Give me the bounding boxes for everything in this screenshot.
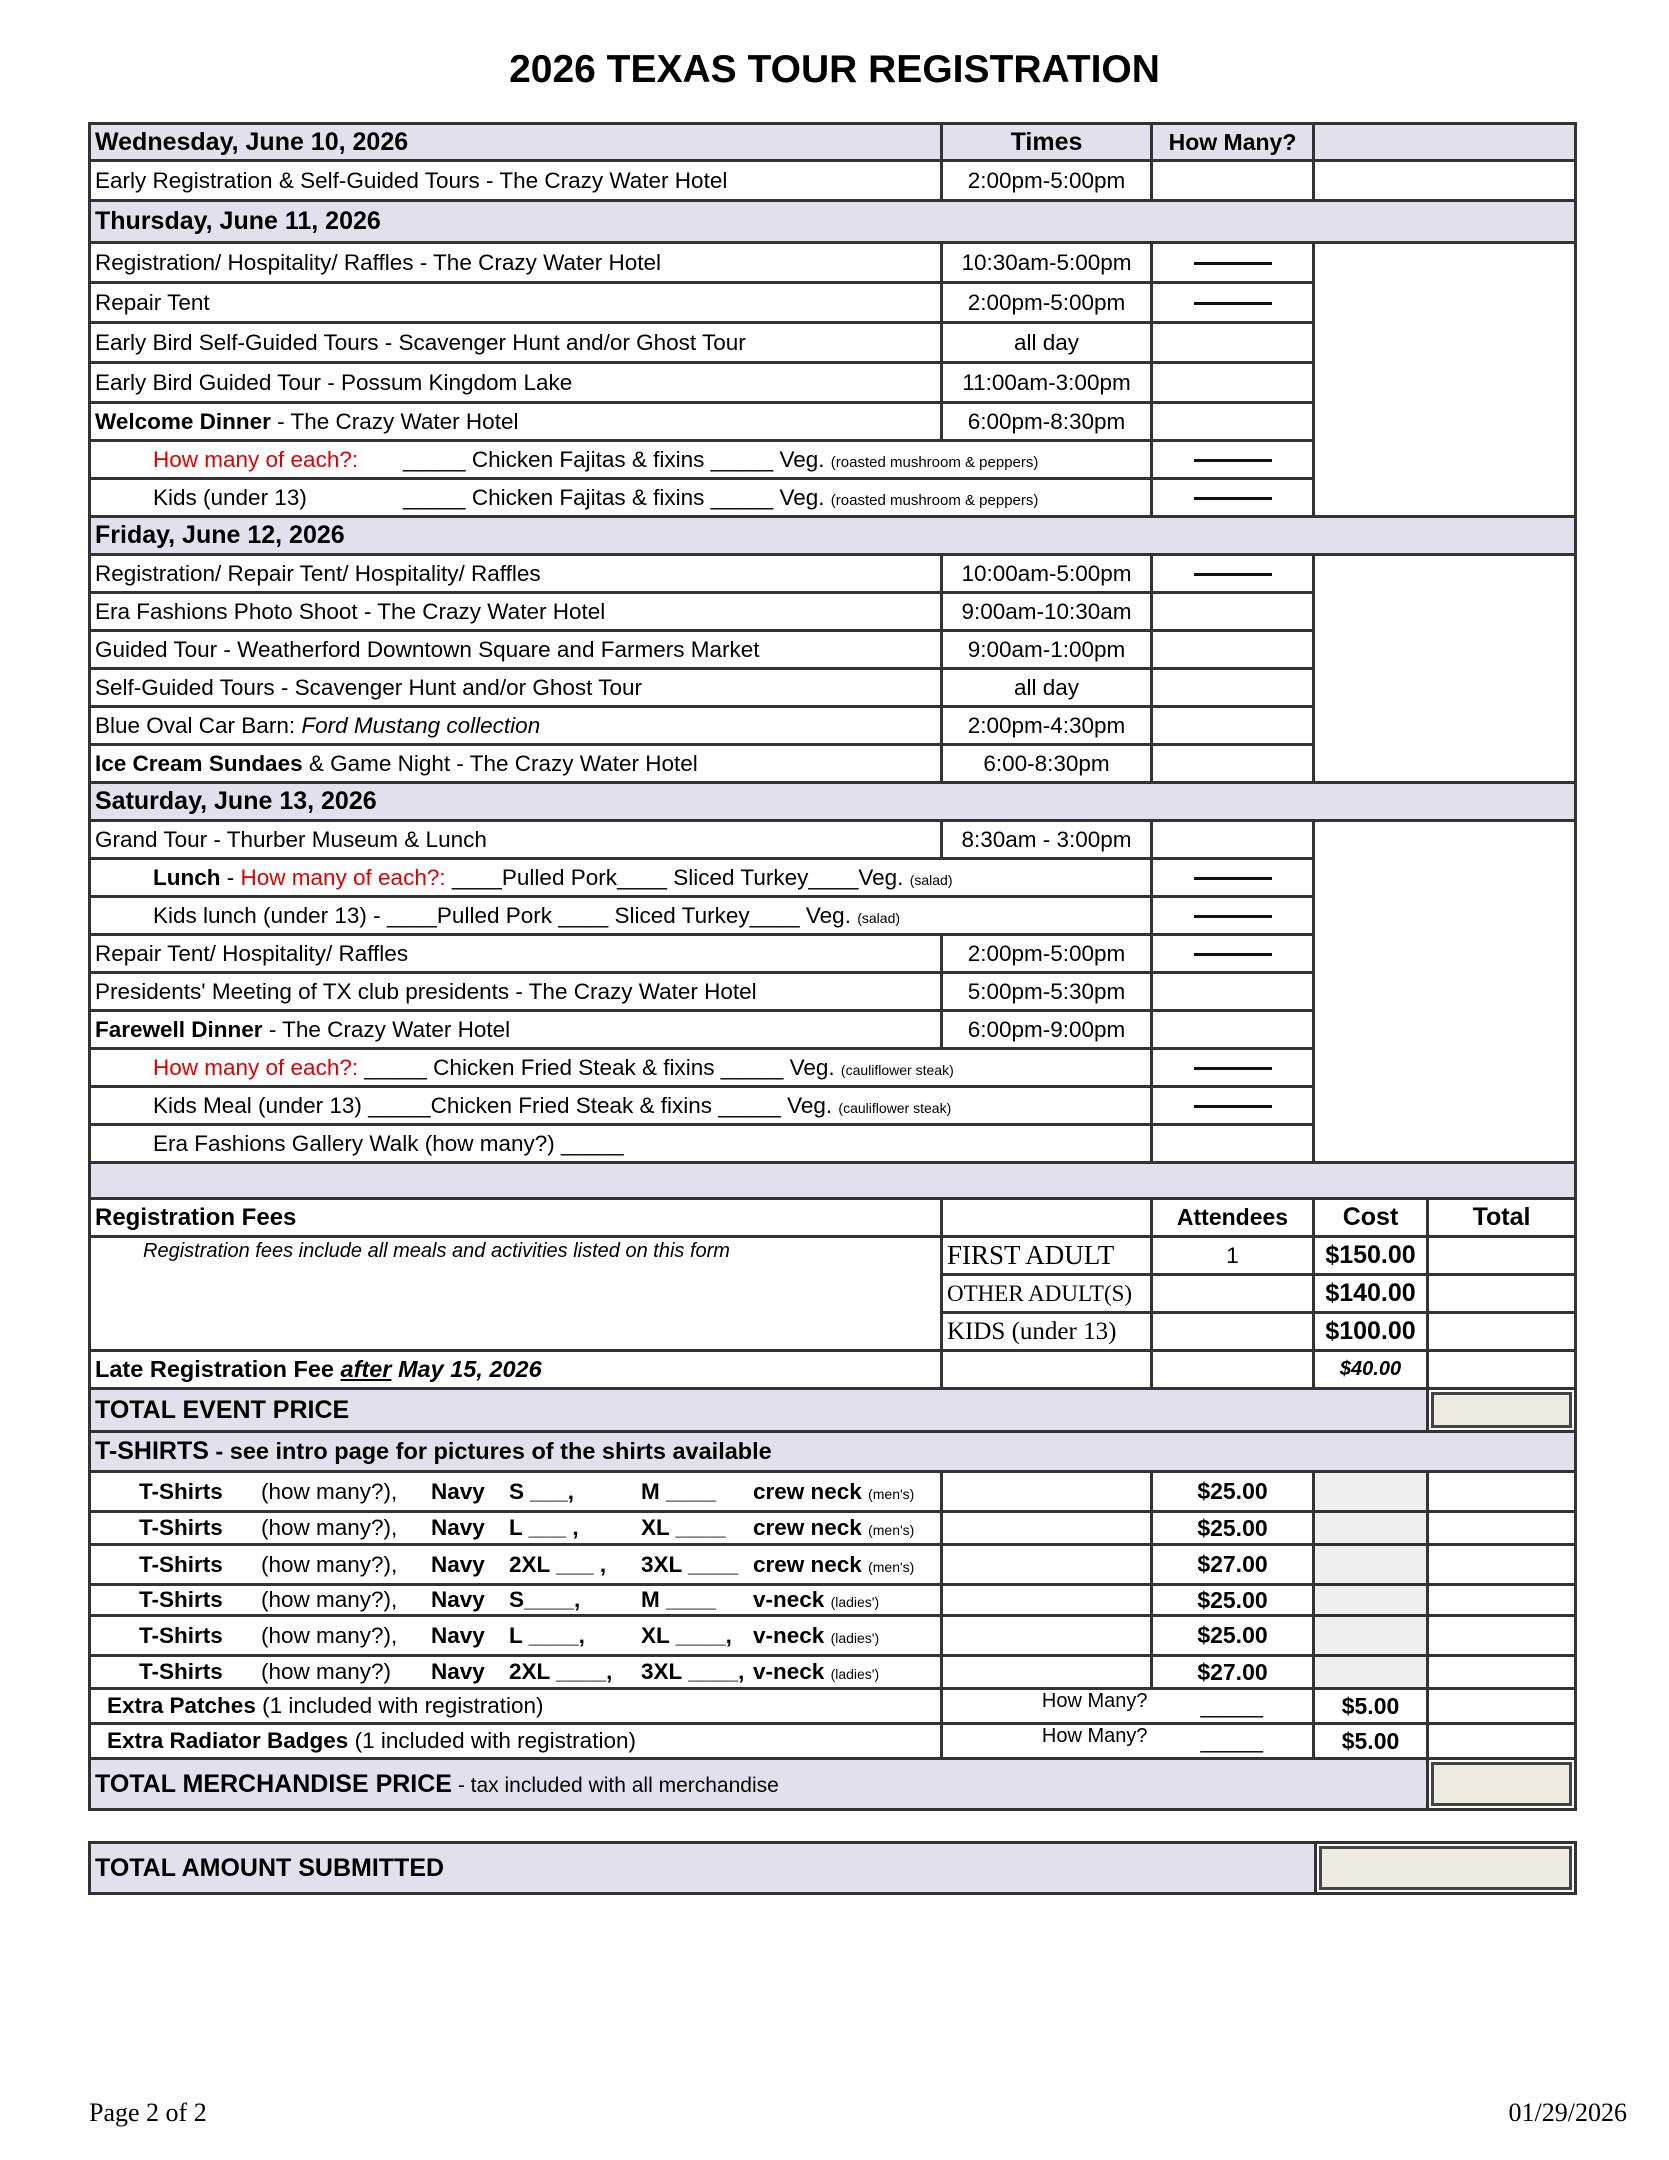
not-applicable-cell bbox=[1152, 859, 1314, 897]
day-heading-wednesday: Wednesday, June 10, 2026 bbox=[90, 124, 942, 161]
late-fee-after: after bbox=[340, 1356, 392, 1382]
blank-cell bbox=[942, 1545, 1152, 1585]
thursday-header-row bbox=[90, 201, 1576, 243]
total-merch-box bbox=[1428, 1759, 1576, 1810]
tshirt-size-a: S ___, bbox=[509, 1478, 575, 1504]
wednesday-header-row bbox=[90, 124, 1576, 161]
not-applicable-cell bbox=[1152, 935, 1314, 973]
tshirt-style: crew neck bbox=[753, 1551, 862, 1577]
attendees-count[interactable]: 1 bbox=[1152, 1237, 1314, 1275]
meal-note: (salad) bbox=[909, 871, 953, 888]
dash-line bbox=[1194, 953, 1272, 956]
meal-prompt: Kids (under 13) bbox=[153, 484, 307, 510]
tshirt-row bbox=[90, 1472, 1576, 1512]
tshirt-price: $25.00 bbox=[1152, 1472, 1314, 1512]
event-label: Grand Tour - Thurber Museum & Lunch bbox=[90, 821, 942, 859]
event-label: Self-Guided Tours - Scavenger Hunt and/or Ghost Tour bbox=[90, 669, 942, 707]
event-label: Guided Tour - Weatherford Downtown Square and Farmers Market bbox=[90, 631, 942, 669]
tshirt-color: Navy bbox=[431, 1515, 485, 1540]
tshirt-row bbox=[90, 1585, 1576, 1616]
registration-fees-heading: Registration Fees bbox=[90, 1199, 942, 1237]
event-time: 8:30am - 3:00pm bbox=[942, 821, 1152, 859]
tshirt-color: Navy bbox=[431, 1478, 485, 1504]
late-fee-cost: $40.00 bbox=[1314, 1351, 1428, 1389]
tshirt-size-a: L ___ , bbox=[509, 1515, 579, 1540]
extra-badges-price: $5.00 bbox=[1314, 1724, 1428, 1759]
tshirt-size-b: 3XL ____, bbox=[641, 1659, 745, 1684]
event-time: 9:00am-1:00pm bbox=[942, 631, 1152, 669]
event-time: 5:00pm-5:30pm bbox=[942, 973, 1152, 1011]
dash-line bbox=[1194, 915, 1272, 918]
shaded-cell bbox=[1314, 1616, 1428, 1656]
event-time: 2:00pm-5:00pm bbox=[942, 283, 1152, 323]
tshirt-total[interactable] bbox=[1428, 1585, 1576, 1616]
blank-cell bbox=[942, 1199, 1152, 1237]
car-barn-collection: Ford Mustang collection bbox=[301, 712, 541, 738]
how-many-cell[interactable] bbox=[1152, 323, 1314, 363]
meal-options: _____ Chicken Fried Steak & fixins _____ Veg. bbox=[358, 1054, 835, 1080]
fee-total[interactable] bbox=[1428, 1313, 1576, 1351]
registration-table bbox=[88, 122, 1577, 1811]
meal-options: _____ Chicken Fajitas & fixins _____ Veg. bbox=[403, 484, 825, 510]
tshirt-label: T-Shirts bbox=[139, 1659, 223, 1684]
event-label: Presidents' Meeting of TX club presidents - The Crazy Water Hotel bbox=[90, 973, 942, 1011]
tshirt-price: $27.00 bbox=[1152, 1656, 1314, 1689]
how-many-cell[interactable] bbox=[1152, 669, 1314, 707]
total-merch-field[interactable] bbox=[1431, 1762, 1572, 1806]
total-event-price-box bbox=[1428, 1389, 1576, 1432]
shaded-cell bbox=[1314, 1656, 1428, 1689]
meal-note: (cauliflower steak) bbox=[838, 1099, 952, 1116]
car-barn-label: Blue Oval Car Barn: bbox=[95, 712, 302, 738]
tshirt-color: Navy bbox=[431, 1622, 485, 1648]
how-many-header: How Many? bbox=[1152, 124, 1314, 161]
extra-patches-label bbox=[90, 1689, 942, 1724]
form-date: 01/29/2026 bbox=[1508, 2098, 1627, 2127]
meal-prompt: How many of each?: bbox=[240, 864, 446, 890]
event-time: 2:00pm-4:30pm bbox=[942, 707, 1152, 745]
day-heading-thursday: Thursday, June 11, 2026 bbox=[90, 201, 1576, 243]
extra-badges-note: (1 included with registration) bbox=[348, 1728, 636, 1753]
attendees-count[interactable] bbox=[1152, 1313, 1314, 1351]
total-submitted-row bbox=[90, 1843, 1576, 1894]
how-many-cell[interactable] bbox=[1152, 707, 1314, 745]
fee-label: OTHER ADULT(S) bbox=[942, 1275, 1152, 1313]
tshirt-style: crew neck bbox=[753, 1515, 862, 1540]
not-applicable-cell bbox=[1152, 1087, 1314, 1125]
extra-total[interactable] bbox=[1428, 1724, 1576, 1759]
fee-label: FIRST ADULT bbox=[942, 1237, 1152, 1275]
meal-note: (roasted mushroom & peppers) bbox=[830, 453, 1039, 471]
tshirt-row bbox=[90, 1656, 1576, 1689]
tshirt-fit: (ladies') bbox=[830, 1594, 880, 1610]
event-label: Early Bird Guided Tour - Possum Kingdom Lake bbox=[90, 363, 942, 403]
extra-patches-note: (1 included with registration) bbox=[255, 1693, 544, 1718]
tshirt-size-a: L ____, bbox=[509, 1622, 585, 1648]
tshirt-fit: (men's) bbox=[868, 1522, 915, 1538]
tshirt-price: $25.00 bbox=[1152, 1585, 1314, 1616]
farewell-dinner-venue: - The Crazy Water Hotel bbox=[262, 1016, 511, 1042]
total-submitted-label: TOTAL AMOUNT SUBMITTED bbox=[90, 1843, 1316, 1894]
tshirt-prompt: (how many?) bbox=[261, 1659, 392, 1684]
farewell-dinner-label: Farewell Dinner bbox=[95, 1016, 263, 1042]
tshirt-prompt: (how many?), bbox=[261, 1478, 398, 1504]
late-fee-text: Late Registration Fee bbox=[95, 1356, 341, 1382]
tshirt-label: T-Shirts bbox=[139, 1478, 223, 1504]
fee-row bbox=[90, 1237, 1576, 1275]
saturday-header-row bbox=[90, 783, 1576, 821]
extra-row bbox=[90, 1689, 1576, 1724]
extra-row bbox=[90, 1724, 1576, 1759]
meal-options: Kids Meal (under 13) _____Chicken Fried Steak & fixins _____ Veg. bbox=[153, 1092, 833, 1118]
meal-options: ____Pulled Pork____ Sliced Turkey____Veg. bbox=[445, 864, 904, 890]
total-merch-row bbox=[90, 1759, 1576, 1810]
event-label: Repair Tent bbox=[90, 283, 942, 323]
event-label: Early Bird Self-Guided Tours - Scavenger Hunt and/or Ghost Tour bbox=[90, 323, 942, 363]
blank-cell bbox=[942, 1512, 1152, 1545]
event-label: Repair Tent/ Hospitality/ Raffles bbox=[90, 935, 942, 973]
attendees-count[interactable] bbox=[1152, 1275, 1314, 1313]
extra-badges-bold: Extra Radiator Badges bbox=[107, 1728, 349, 1753]
lunch-label: Lunch bbox=[153, 864, 221, 890]
meal-prompt: How many of each?: bbox=[153, 1054, 359, 1080]
tshirts-title: T-SHIRTS bbox=[95, 1437, 209, 1465]
attendees-count[interactable] bbox=[1152, 1351, 1314, 1389]
event-row bbox=[90, 243, 1576, 283]
tshirts-header-row bbox=[90, 1432, 1576, 1472]
not-applicable-cell bbox=[1152, 1049, 1314, 1087]
how-many-cell[interactable] bbox=[1152, 973, 1314, 1011]
meal-choice-adult[interactable] bbox=[90, 441, 1152, 479]
tshirt-fit: (ladies') bbox=[830, 1629, 880, 1646]
times-header: Times bbox=[942, 124, 1152, 161]
blank-cell bbox=[942, 1656, 1152, 1689]
tshirts-heading bbox=[90, 1432, 1576, 1472]
sundaes-venue: & Game Night - The Crazy Water Hotel bbox=[302, 750, 698, 776]
tshirt-prompt: (how many?), bbox=[261, 1622, 398, 1648]
tshirt-row bbox=[90, 1545, 1576, 1585]
event-label: Era Fashions Photo Shoot - The Crazy Water Hotel bbox=[90, 593, 942, 631]
shaded-cell bbox=[1314, 1512, 1428, 1545]
event-time: 10:30am-5:00pm bbox=[942, 243, 1152, 283]
late-fee-row bbox=[90, 1351, 1576, 1389]
tshirt-option[interactable] bbox=[90, 1616, 942, 1656]
dash-line bbox=[1194, 302, 1272, 305]
event-time: 6:00pm-9:00pm bbox=[942, 1011, 1152, 1049]
tshirt-fit: (ladies') bbox=[830, 1666, 880, 1682]
event-time: 2:00pm-5:00pm bbox=[942, 935, 1152, 973]
total-submitted-field[interactable] bbox=[1319, 1846, 1572, 1890]
tshirt-price: $25.00 bbox=[1152, 1616, 1314, 1656]
blank-cell bbox=[1314, 555, 1576, 783]
how-many-cell[interactable] bbox=[1152, 363, 1314, 403]
event-label: Registration/ Repair Tent/ Hospitality/ Raffles bbox=[90, 555, 942, 593]
extra-badges-how: How Many? bbox=[942, 1724, 1152, 1759]
tshirt-option[interactable] bbox=[90, 1512, 942, 1545]
tshirt-label: T-Shirts bbox=[139, 1622, 223, 1648]
extra-badges-qty[interactable]: _____ bbox=[1152, 1724, 1314, 1759]
not-applicable-cell bbox=[1152, 479, 1314, 517]
total-event-price-field[interactable] bbox=[1431, 1392, 1572, 1428]
extra-patches-price: $5.00 bbox=[1314, 1689, 1428, 1724]
how-many-cell[interactable] bbox=[1152, 745, 1314, 783]
header-blank bbox=[1314, 124, 1576, 161]
cost-header: Cost bbox=[1314, 1199, 1428, 1237]
day-heading-saturday: Saturday, June 13, 2026 bbox=[90, 783, 1576, 821]
event-time: 10:00am-5:00pm bbox=[942, 555, 1152, 593]
welcome-dinner-label: Welcome Dinner bbox=[95, 408, 271, 434]
how-many-cell[interactable] bbox=[1152, 593, 1314, 631]
event-time: 9:00am-10:30am bbox=[942, 593, 1152, 631]
tshirt-price: $25.00 bbox=[1152, 1512, 1314, 1545]
tshirt-size-b: 3XL ____ bbox=[641, 1551, 739, 1577]
tshirt-style: v-neck bbox=[753, 1659, 825, 1684]
not-applicable-cell bbox=[1152, 441, 1314, 479]
friday-header-row bbox=[90, 517, 1576, 555]
event-time: all day bbox=[942, 323, 1152, 363]
fees-note: Registration fees include all meals and activities listed on this form bbox=[90, 1237, 942, 1351]
how-many-cell[interactable] bbox=[1152, 161, 1314, 201]
total-merch-title: TOTAL MERCHANDISE PRICE bbox=[95, 1769, 452, 1798]
welcome-dinner-venue: - The Crazy Water Hotel bbox=[270, 408, 519, 434]
tshirt-size-a: 2XL ___ , bbox=[509, 1551, 607, 1577]
tshirt-fit: (men's) bbox=[868, 1485, 915, 1502]
tshirt-style: v-neck bbox=[753, 1587, 825, 1612]
dash-line bbox=[1194, 262, 1272, 265]
event-time: 6:00-8:30pm bbox=[942, 745, 1152, 783]
event-row bbox=[90, 161, 1576, 201]
tshirt-total[interactable] bbox=[1428, 1472, 1576, 1512]
tshirt-total[interactable] bbox=[1428, 1512, 1576, 1545]
dash-line bbox=[1194, 877, 1272, 880]
event-time: 6:00pm-8:30pm bbox=[942, 403, 1152, 441]
event-time: 11:00am-3:00pm bbox=[942, 363, 1152, 403]
tshirt-size-a: 2XL ____, bbox=[509, 1659, 613, 1684]
extra-patches-qty[interactable]: _____ bbox=[1152, 1689, 1314, 1724]
fee-cost: $100.00 bbox=[1314, 1313, 1428, 1351]
late-fee-date: May 15, 2026 bbox=[391, 1356, 542, 1382]
tshirt-label: T-Shirts bbox=[139, 1515, 223, 1540]
event-time: all day bbox=[942, 669, 1152, 707]
tshirt-total[interactable] bbox=[1428, 1656, 1576, 1689]
dash-line bbox=[1194, 459, 1272, 462]
fee-total[interactable] bbox=[1428, 1275, 1576, 1313]
meal-note: (salad) bbox=[857, 909, 901, 926]
tshirt-row bbox=[90, 1616, 1576, 1656]
total-event-price-label: TOTAL EVENT PRICE bbox=[90, 1389, 1428, 1432]
not-applicable-cell bbox=[1152, 283, 1314, 323]
gallery-walk-choice[interactable]: Era Fashions Gallery Walk (how many?) _____ bbox=[90, 1125, 1152, 1163]
meal-note: (roasted mushroom & peppers) bbox=[830, 491, 1039, 509]
shaded-cell bbox=[1314, 1545, 1428, 1585]
tshirt-label: T-Shirts bbox=[139, 1551, 223, 1577]
blank-cell bbox=[942, 1585, 1152, 1616]
tshirt-total[interactable] bbox=[1428, 1616, 1576, 1656]
how-many-cell[interactable] bbox=[1152, 1125, 1314, 1163]
meal-choice-adult[interactable] bbox=[90, 1049, 1152, 1087]
not-applicable-cell bbox=[1152, 897, 1314, 935]
tshirt-size-b: XL ____ bbox=[641, 1515, 726, 1540]
total-merch-label bbox=[90, 1759, 1428, 1810]
blank-cell bbox=[942, 1472, 1152, 1512]
dash-line bbox=[1194, 573, 1272, 576]
tshirt-total[interactable] bbox=[1428, 1545, 1576, 1585]
tshirt-size-a: S____, bbox=[509, 1587, 581, 1612]
blank-cell bbox=[1314, 243, 1576, 517]
spacer-row bbox=[90, 1163, 1576, 1199]
event-row bbox=[90, 555, 1576, 593]
blank-cell bbox=[942, 1351, 1152, 1389]
shaded-cell bbox=[1314, 1472, 1428, 1512]
meal-choice-kids[interactable] bbox=[90, 479, 1152, 517]
extra-patches-how: How Many? bbox=[942, 1689, 1152, 1724]
extra-patches-bold: Extra Patches bbox=[107, 1693, 256, 1718]
event-label bbox=[90, 745, 942, 783]
tshirt-option[interactable] bbox=[90, 1472, 942, 1512]
tshirt-style: crew neck bbox=[753, 1478, 862, 1504]
tshirt-size-b: M ____ bbox=[641, 1587, 717, 1612]
fee-total[interactable] bbox=[1428, 1351, 1576, 1389]
tshirt-row bbox=[90, 1512, 1576, 1545]
shaded-cell bbox=[1314, 1585, 1428, 1616]
kids-lunch-choice[interactable] bbox=[90, 897, 1152, 935]
attendees-header: Attendees bbox=[1152, 1199, 1314, 1237]
not-applicable-cell bbox=[1152, 243, 1314, 283]
how-many-cell[interactable] bbox=[1152, 1011, 1314, 1049]
tshirt-prompt: (how many?), bbox=[261, 1587, 398, 1612]
extra-total[interactable] bbox=[1428, 1689, 1576, 1724]
meal-prompt: How many of each?: bbox=[153, 446, 359, 472]
day-heading-friday: Friday, June 12, 2026 bbox=[90, 517, 1576, 555]
dash-line bbox=[1194, 497, 1272, 500]
tshirt-size-b: M ____ bbox=[641, 1478, 717, 1504]
how-many-cell[interactable] bbox=[1152, 821, 1314, 859]
event-row bbox=[90, 821, 1576, 859]
tshirt-price: $27.00 bbox=[1152, 1545, 1314, 1585]
page-number: Page 2 of 2 bbox=[89, 2098, 207, 2127]
tshirt-size-b: XL ____, bbox=[641, 1622, 732, 1648]
spacer bbox=[90, 1163, 1576, 1199]
meal-options: Kids lunch (under 13) - ____Pulled Pork ____ Sliced Turkey____ Veg. bbox=[153, 902, 851, 928]
tshirt-label: T-Shirts bbox=[139, 1587, 223, 1612]
total-merch-note: - tax included with all merchandise bbox=[451, 1773, 779, 1797]
event-label bbox=[90, 1011, 942, 1049]
tshirt-color: Navy bbox=[431, 1659, 485, 1684]
event-label: Early Registration & Self-Guided Tours - The Crazy Water Hotel bbox=[90, 161, 942, 201]
page-title: 2026 TEXAS TOUR REGISTRATION bbox=[509, 48, 1160, 91]
tshirt-option[interactable] bbox=[90, 1545, 942, 1585]
meal-options: _____ Chicken Fajitas & fixins _____ Veg. bbox=[403, 446, 825, 472]
tshirt-style: v-neck bbox=[753, 1622, 825, 1648]
sundaes-label: Ice Cream Sundaes bbox=[95, 750, 303, 776]
tshirts-subtitle: - see intro page for pictures of the shirts available bbox=[208, 1438, 772, 1464]
event-label bbox=[90, 707, 942, 745]
tshirt-color: Navy bbox=[431, 1587, 485, 1612]
meal-choice-kids[interactable] bbox=[90, 1087, 1152, 1125]
dash-line bbox=[1194, 1105, 1272, 1108]
fee-cost: $140.00 bbox=[1314, 1275, 1428, 1313]
lunch-dash: - bbox=[220, 864, 241, 890]
total-event-row bbox=[90, 1389, 1576, 1432]
total-submitted-box bbox=[1316, 1843, 1576, 1894]
extra-badges-label bbox=[90, 1724, 942, 1759]
event-time: 2:00pm-5:00pm bbox=[942, 161, 1152, 201]
tshirt-option[interactable] bbox=[90, 1656, 942, 1689]
total-header: Total bbox=[1428, 1199, 1576, 1237]
how-many-cell[interactable] bbox=[1152, 631, 1314, 669]
tshirt-prompt: (how many?), bbox=[261, 1515, 398, 1540]
blank-cell bbox=[1314, 161, 1576, 201]
late-fee-label bbox=[90, 1351, 942, 1389]
fee-total[interactable] bbox=[1428, 1237, 1576, 1275]
fee-cost: $150.00 bbox=[1314, 1237, 1428, 1275]
how-many-cell[interactable] bbox=[1152, 403, 1314, 441]
event-label bbox=[90, 403, 942, 441]
dash-line bbox=[1194, 1067, 1272, 1070]
lunch-choice[interactable] bbox=[90, 859, 1152, 897]
tshirt-color: Navy bbox=[431, 1551, 485, 1577]
not-applicable-cell bbox=[1152, 555, 1314, 593]
meal-note: (cauliflower steak) bbox=[840, 1061, 954, 1078]
blank-cell bbox=[1314, 821, 1576, 1163]
fees-header-row bbox=[90, 1199, 1576, 1237]
fee-label: KIDS (under 13) bbox=[942, 1313, 1152, 1351]
blank-cell bbox=[942, 1616, 1152, 1656]
total-submitted-table bbox=[88, 1841, 1577, 1895]
tshirt-prompt: (how many?), bbox=[261, 1551, 398, 1577]
tshirt-option[interactable] bbox=[90, 1585, 942, 1616]
tshirt-fit: (men's) bbox=[868, 1558, 915, 1575]
event-label: Registration/ Hospitality/ Raffles - The Crazy Water Hotel bbox=[90, 243, 942, 283]
